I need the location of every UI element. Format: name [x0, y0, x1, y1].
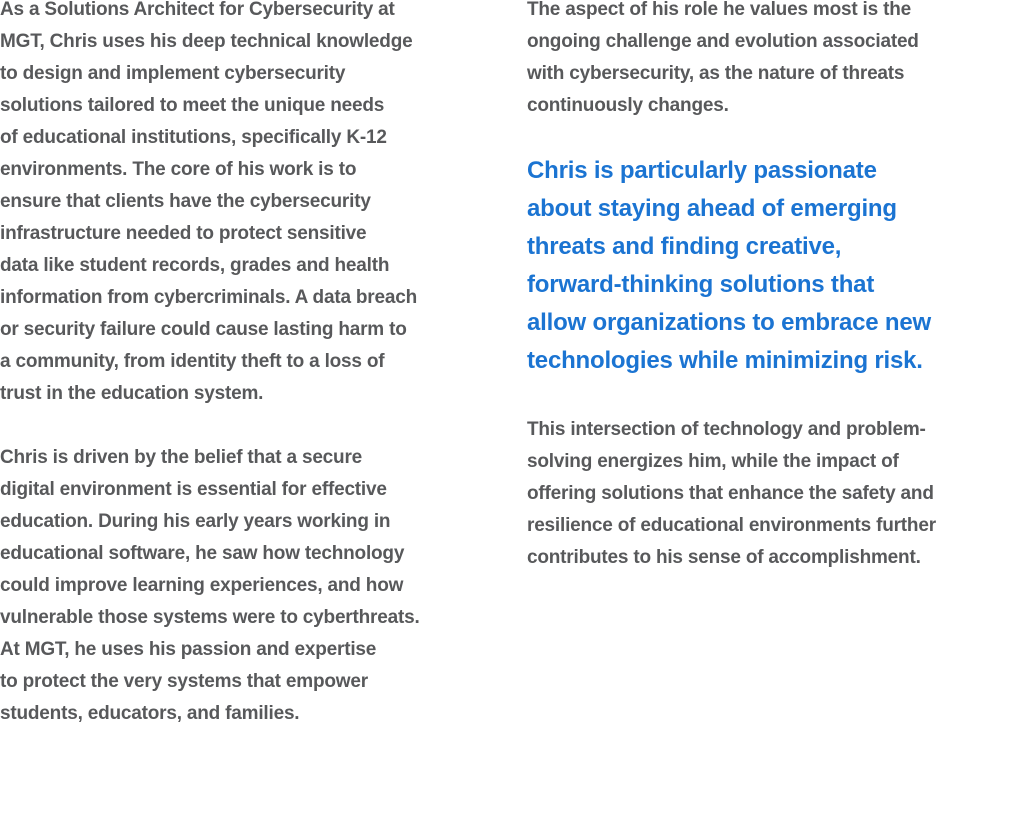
- text-line: resilience of educational environments further: [527, 515, 936, 536]
- text-line: digital environment is essential for effective: [0, 479, 387, 500]
- text-line: offering solutions that enhance the safety and: [527, 483, 934, 504]
- text-line: to protect the very systems that empower: [0, 671, 368, 692]
- body-paragraph-valued-aspect: [527, 0, 1014, 122]
- text-line: solutions tailored to meet the unique needs: [0, 95, 385, 116]
- text-line: As a Solutions Architect for Cybersecurity at: [0, 0, 395, 20]
- text-line: about staying ahead of emerging: [527, 195, 897, 222]
- text-line: technologies while minimizing risk.: [527, 347, 923, 374]
- body-paragraph-motivation: [0, 442, 505, 730]
- text-line: continuously changes.: [527, 95, 729, 116]
- text-line: Chris is particularly passionate: [527, 157, 877, 184]
- text-line: environments. The core of his work is to: [0, 159, 357, 180]
- text-line: trust in the education system.: [0, 383, 264, 404]
- text-line: data like student records, grades and health: [0, 255, 390, 276]
- text-line: a community, from identity theft to a loss of: [0, 351, 385, 372]
- text-line: ongoing challenge and evolution associated: [527, 31, 919, 52]
- text-line: educational software, he saw how technology: [0, 543, 405, 564]
- text-line: could improve learning experiences, and how: [0, 575, 404, 596]
- text-line: At MGT, he uses his passion and expertise: [0, 639, 377, 660]
- text-line: ensure that clients have the cybersecurity: [0, 191, 371, 212]
- text-line: MGT, Chris uses his deep technical knowledge: [0, 31, 413, 52]
- pull-quote-passion-statement: [527, 152, 1014, 380]
- text-line: to design and implement cybersecurity: [0, 63, 346, 84]
- text-line: solving energizes him, while the impact of: [527, 451, 899, 472]
- text-line: threats and finding creative,: [527, 233, 842, 260]
- text-line: vulnerable those systems were to cyberthreats.: [0, 607, 420, 628]
- left-text-column: [0, 0, 505, 730]
- body-paragraph-role-overview: [0, 0, 505, 410]
- text-line: education. During his early years working in: [0, 511, 391, 532]
- body-paragraph-accomplishment: [527, 414, 1014, 574]
- right-text-column: [527, 0, 1014, 574]
- text-line: students, educators, and families.: [0, 703, 300, 724]
- text-line: forward-thinking solutions that: [527, 271, 875, 298]
- text-line: of educational institutions, specifically K-12: [0, 127, 387, 148]
- text-line: information from cybercriminals. A data breach: [0, 287, 418, 308]
- text-line: with cybersecurity, as the nature of threats: [527, 63, 905, 84]
- text-line: or security failure could cause lasting harm to: [0, 319, 407, 340]
- text-line: This intersection of technology and problem-: [527, 419, 926, 440]
- text-line: contributes to his sense of accomplishment.: [527, 547, 921, 568]
- text-line: Chris is driven by the belief that a secure: [0, 447, 363, 468]
- text-line: allow organizations to embrace new: [527, 309, 931, 336]
- text-line: The aspect of his role he values most is the: [527, 0, 911, 20]
- text-line: infrastructure needed to protect sensitive: [0, 223, 367, 244]
